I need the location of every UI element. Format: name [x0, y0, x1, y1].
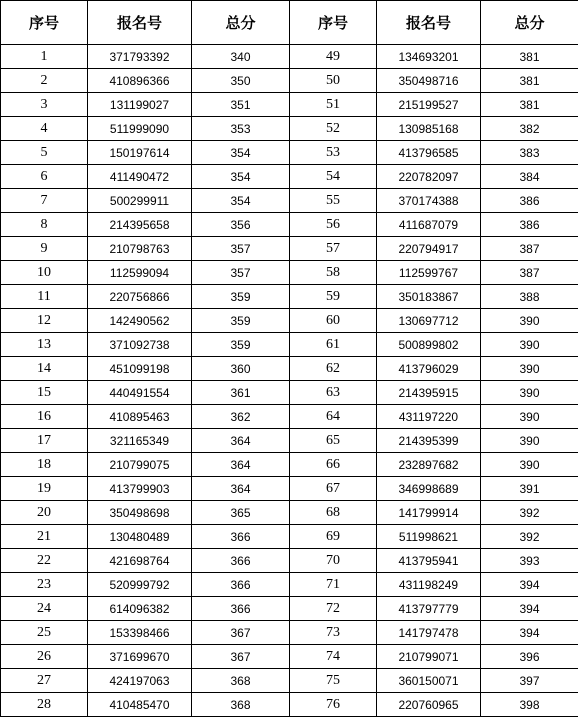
cell-score-left: 367	[192, 645, 290, 669]
cell-reg-right: 413795941	[377, 549, 481, 573]
cell-seq-left: 12	[1, 309, 88, 333]
cell-reg-right: 431197220	[377, 405, 481, 429]
table-row	[1, 117, 578, 141]
cell-score-left: 368	[192, 693, 290, 717]
cell-score-left: 354	[192, 165, 290, 189]
cell-seq-left: 16	[1, 405, 88, 429]
cell-seq-left: 23	[1, 573, 88, 597]
table-row	[1, 477, 578, 501]
cell-reg-left: 451099198	[88, 357, 192, 381]
header-score-left: 总分	[192, 1, 290, 45]
cell-seq-left: 1	[1, 45, 88, 69]
cell-score-right: 391	[481, 477, 578, 501]
table-row	[1, 405, 578, 429]
cell-reg-left: 131199027	[88, 93, 192, 117]
table-row	[1, 693, 578, 717]
cell-reg-right: 360150071	[377, 669, 481, 693]
cell-score-left: 367	[192, 621, 290, 645]
table-row	[1, 93, 578, 117]
cell-score-left: 354	[192, 189, 290, 213]
cell-reg-right: 511998621	[377, 525, 481, 549]
cell-reg-left: 210798763	[88, 237, 192, 261]
cell-score-right: 390	[481, 405, 578, 429]
table-row	[1, 69, 578, 93]
cell-score-left: 357	[192, 237, 290, 261]
cell-score-left: 350	[192, 69, 290, 93]
table-row	[1, 333, 578, 357]
cell-seq-right: 51	[290, 93, 377, 117]
cell-reg-left: 112599094	[88, 261, 192, 285]
table-row	[1, 573, 578, 597]
cell-seq-left: 11	[1, 285, 88, 309]
cell-score-right: 392	[481, 525, 578, 549]
cell-score-left: 354	[192, 141, 290, 165]
cell-seq-right: 62	[290, 357, 377, 381]
cell-score-right: 392	[481, 501, 578, 525]
cell-score-left: 353	[192, 117, 290, 141]
cell-reg-right: 215199527	[377, 93, 481, 117]
cell-reg-right: 220782097	[377, 165, 481, 189]
cell-score-left: 359	[192, 285, 290, 309]
cell-score-right: 381	[481, 93, 578, 117]
cell-seq-right: 66	[290, 453, 377, 477]
cell-reg-right: 346998689	[377, 477, 481, 501]
cell-score-right: 393	[481, 549, 578, 573]
cell-seq-left: 19	[1, 477, 88, 501]
cell-score-right: 382	[481, 117, 578, 141]
cell-seq-right: 54	[290, 165, 377, 189]
cell-score-left: 357	[192, 261, 290, 285]
table-row	[1, 429, 578, 453]
cell-reg-right: 141797478	[377, 621, 481, 645]
cell-score-right: 384	[481, 165, 578, 189]
cell-score-left: 361	[192, 381, 290, 405]
cell-score-right: 390	[481, 357, 578, 381]
cell-reg-left: 413799903	[88, 477, 192, 501]
cell-seq-left: 9	[1, 237, 88, 261]
cell-reg-right: 413796029	[377, 357, 481, 381]
cell-score-left: 366	[192, 549, 290, 573]
table-row	[1, 213, 578, 237]
cell-seq-left: 10	[1, 261, 88, 285]
cell-seq-left: 18	[1, 453, 88, 477]
cell-score-right: 390	[481, 381, 578, 405]
cell-score-left: 362	[192, 405, 290, 429]
cell-score-right: 394	[481, 621, 578, 645]
cell-reg-right: 220794917	[377, 237, 481, 261]
cell-reg-right: 232897682	[377, 453, 481, 477]
cell-seq-left: 14	[1, 357, 88, 381]
cell-reg-right: 112599767	[377, 261, 481, 285]
cell-score-right: 390	[481, 453, 578, 477]
cell-score-right: 398	[481, 693, 578, 717]
cell-reg-left: 371793392	[88, 45, 192, 69]
cell-reg-left: 511999090	[88, 117, 192, 141]
cell-reg-left: 153398466	[88, 621, 192, 645]
cell-seq-left: 20	[1, 501, 88, 525]
cell-reg-right: 210799071	[377, 645, 481, 669]
cell-seq-right: 73	[290, 621, 377, 645]
cell-score-right: 386	[481, 213, 578, 237]
cell-reg-right: 500899802	[377, 333, 481, 357]
cell-seq-right: 68	[290, 501, 377, 525]
cell-reg-left: 411490472	[88, 165, 192, 189]
cell-seq-left: 13	[1, 333, 88, 357]
cell-reg-right: 214395399	[377, 429, 481, 453]
cell-reg-left: 321165349	[88, 429, 192, 453]
cell-seq-right: 76	[290, 693, 377, 717]
cell-seq-left: 28	[1, 693, 88, 717]
cell-seq-right: 67	[290, 477, 377, 501]
cell-reg-right: 413796585	[377, 141, 481, 165]
cell-score-left: 359	[192, 333, 290, 357]
table-row	[1, 237, 578, 261]
cell-reg-left: 214395658	[88, 213, 192, 237]
cell-reg-left: 440491554	[88, 381, 192, 405]
table-row	[1, 45, 578, 69]
header-reg-left: 报名号	[88, 1, 192, 45]
cell-reg-right: 141799914	[377, 501, 481, 525]
cell-reg-left: 424197063	[88, 669, 192, 693]
cell-seq-right: 65	[290, 429, 377, 453]
cell-score-right: 387	[481, 237, 578, 261]
table-row	[1, 549, 578, 573]
table-row	[1, 261, 578, 285]
cell-seq-left: 7	[1, 189, 88, 213]
table-row	[1, 165, 578, 189]
cell-seq-right: 57	[290, 237, 377, 261]
cell-seq-right: 49	[290, 45, 377, 69]
cell-reg-left: 142490562	[88, 309, 192, 333]
cell-seq-left: 2	[1, 69, 88, 93]
table-row	[1, 285, 578, 309]
cell-seq-right: 71	[290, 573, 377, 597]
table-row	[1, 141, 578, 165]
cell-reg-right: 130697712	[377, 309, 481, 333]
cell-reg-left: 410895463	[88, 405, 192, 429]
cell-seq-left: 22	[1, 549, 88, 573]
cell-seq-right: 50	[290, 69, 377, 93]
cell-score-right: 397	[481, 669, 578, 693]
cell-seq-left: 15	[1, 381, 88, 405]
cell-score-left: 351	[192, 93, 290, 117]
header-seq-right: 序号	[290, 1, 377, 45]
cell-score-left: 366	[192, 525, 290, 549]
header-row	[1, 1, 578, 45]
cell-reg-right: 130985168	[377, 117, 481, 141]
cell-seq-right: 70	[290, 549, 377, 573]
cell-score-right: 390	[481, 333, 578, 357]
cell-reg-left: 421698764	[88, 549, 192, 573]
cell-reg-right: 370174388	[377, 189, 481, 213]
cell-score-right: 386	[481, 189, 578, 213]
cell-score-right: 387	[481, 261, 578, 285]
cell-reg-left: 520999792	[88, 573, 192, 597]
cell-seq-right: 69	[290, 525, 377, 549]
cell-reg-left: 500299911	[88, 189, 192, 213]
cell-seq-right: 75	[290, 669, 377, 693]
cell-seq-right: 58	[290, 261, 377, 285]
cell-seq-right: 60	[290, 309, 377, 333]
cell-score-left: 360	[192, 357, 290, 381]
cell-seq-right: 59	[290, 285, 377, 309]
cell-score-left: 364	[192, 429, 290, 453]
table-row	[1, 525, 578, 549]
cell-score-left: 340	[192, 45, 290, 69]
cell-score-left: 366	[192, 573, 290, 597]
header-score-right: 总分	[481, 1, 578, 45]
cell-seq-left: 21	[1, 525, 88, 549]
cell-score-right: 390	[481, 429, 578, 453]
cell-seq-left: 4	[1, 117, 88, 141]
cell-reg-left: 220756866	[88, 285, 192, 309]
table-row	[1, 453, 578, 477]
table-row	[1, 189, 578, 213]
header-seq-left: 序号	[1, 1, 88, 45]
cell-seq-left: 26	[1, 645, 88, 669]
cell-score-left: 356	[192, 213, 290, 237]
cell-seq-left: 8	[1, 213, 88, 237]
cell-reg-left: 210799075	[88, 453, 192, 477]
cell-reg-left: 410485470	[88, 693, 192, 717]
cell-score-left: 359	[192, 309, 290, 333]
table-row	[1, 309, 578, 333]
cell-seq-right: 61	[290, 333, 377, 357]
table-row	[1, 621, 578, 645]
cell-score-left: 364	[192, 477, 290, 501]
cell-score-left: 366	[192, 597, 290, 621]
table-row	[1, 645, 578, 669]
table-row	[1, 597, 578, 621]
table-row	[1, 381, 578, 405]
cell-score-right: 388	[481, 285, 578, 309]
table-row	[1, 669, 578, 693]
cell-reg-left: 371092738	[88, 333, 192, 357]
cell-reg-left: 410896366	[88, 69, 192, 93]
cell-reg-left: 350498698	[88, 501, 192, 525]
cell-seq-right: 52	[290, 117, 377, 141]
cell-reg-right: 214395915	[377, 381, 481, 405]
cell-seq-left: 25	[1, 621, 88, 645]
cell-score-right: 394	[481, 597, 578, 621]
cell-reg-left: 371699670	[88, 645, 192, 669]
table-body	[1, 45, 578, 717]
cell-seq-right: 55	[290, 189, 377, 213]
table-row	[1, 357, 578, 381]
cell-seq-left: 27	[1, 669, 88, 693]
cell-reg-right: 220760965	[377, 693, 481, 717]
cell-reg-left: 150197614	[88, 141, 192, 165]
cell-score-right: 383	[481, 141, 578, 165]
cell-reg-right: 350498716	[377, 69, 481, 93]
cell-score-left: 365	[192, 501, 290, 525]
cell-seq-right: 53	[290, 141, 377, 165]
cell-score-right: 394	[481, 573, 578, 597]
cell-seq-left: 5	[1, 141, 88, 165]
cell-reg-right: 411687079	[377, 213, 481, 237]
cell-score-right: 381	[481, 45, 578, 69]
cell-reg-right: 350183867	[377, 285, 481, 309]
cell-seq-left: 17	[1, 429, 88, 453]
cell-reg-left: 614096382	[88, 597, 192, 621]
cell-seq-right: 74	[290, 645, 377, 669]
cell-score-right: 381	[481, 69, 578, 93]
cell-reg-left: 130480489	[88, 525, 192, 549]
table-row	[1, 501, 578, 525]
cell-score-right: 390	[481, 309, 578, 333]
cell-score-right: 396	[481, 645, 578, 669]
cell-seq-right: 56	[290, 213, 377, 237]
cell-seq-right: 64	[290, 405, 377, 429]
cell-score-left: 368	[192, 669, 290, 693]
cell-seq-left: 24	[1, 597, 88, 621]
cell-seq-right: 63	[290, 381, 377, 405]
header-reg-right: 报名号	[377, 1, 481, 45]
cell-score-left: 364	[192, 453, 290, 477]
cell-reg-right: 134693201	[377, 45, 481, 69]
cell-reg-right: 413797779	[377, 597, 481, 621]
cell-seq-right: 72	[290, 597, 377, 621]
cell-seq-left: 6	[1, 165, 88, 189]
cell-seq-left: 3	[1, 93, 88, 117]
cell-reg-right: 431198249	[377, 573, 481, 597]
